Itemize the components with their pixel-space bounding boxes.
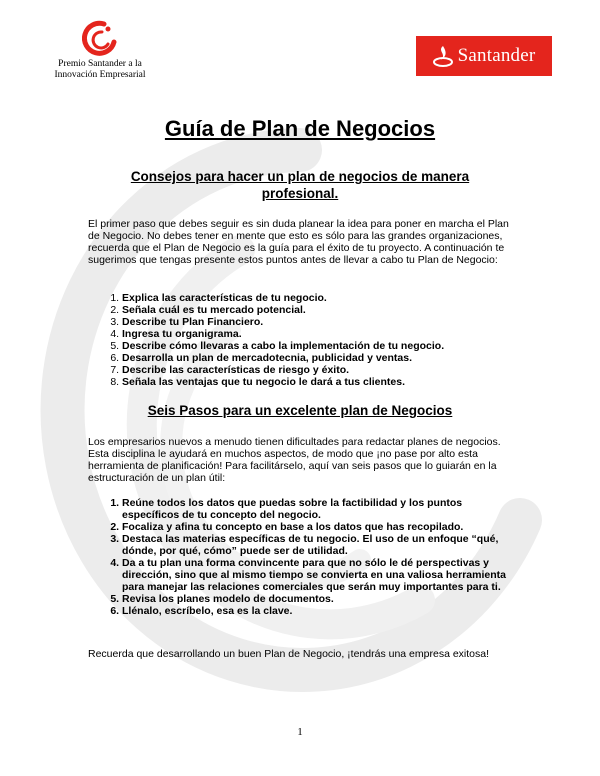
list-item: 8. Señala las ventajas que tu negocio le dará a tus clientes. xyxy=(122,376,542,388)
prize-logo xyxy=(40,20,160,90)
page-number: 1 xyxy=(297,726,303,738)
list-item: 3. Describe tu Plan Financiero. xyxy=(122,316,542,328)
santander-logo xyxy=(416,36,552,76)
list-item: 6. Llénalo, escríbelo, esa es la clave. xyxy=(122,605,522,617)
list-item: 1. Reúne todos los datos que puedas sobre la factibilidad y los puntos específicos de tu concepto del negocio. xyxy=(122,497,522,521)
santander-flame-icon xyxy=(433,45,453,67)
section-heading: Seis Pasos para un excelente plan de Negocios xyxy=(147,403,453,418)
intro-paragraph: El primer paso que debes seguir es sin duda planear la idea para poner en marcha el Plan de Negocio. No debes tener en mente que esto es sólo para las grandes organizaciones, recuerda que el Plan de Negocio es la guía para el éxito de tu proyecto. A continuación te sugerimos que tengas presente estos puntos antes de llevar a cabo tu Plan de Negocio: xyxy=(88,218,509,266)
list-item: 2. Señala cuál es tu mercado potencial. xyxy=(122,304,542,316)
list-item: 4. Ingresa tu organigrama. xyxy=(122,328,542,340)
list-item: 6. Desarrolla un plan de mercadotecnia, publicidad y ventas. xyxy=(122,352,542,364)
section-intro-paragraph: Los empresarios nuevos a menudo tienen dificultades para redactar planes de negocios. Esta disciplina le ayudará en muchos aspectos, de modo que ¡no pase por alto esta herramienta de planificación! Para facilitárselo, aquí van seis pasos que lo guiarán en la estructuración de un plan útil: xyxy=(88,436,501,484)
list-item: 2. Focaliza y afina tu concepto en base a los datos que has recopilado. xyxy=(122,521,522,533)
prize-line-2: Innovación Empresarial xyxy=(54,70,146,80)
list-item: 5. Describe cómo llevaras a cabo la implementación de tu negocio. xyxy=(122,340,542,352)
list-item: 4. Da a tu plan una forma convincente para que no sólo le dé perspectivas y dirección, sino que al mismo tiempo se convierta en una valiosa herramienta para manejar las relaciones comerciales que serán muy importantes para ti. xyxy=(122,557,522,593)
steps-list xyxy=(105,292,542,388)
prize-line-1: Premio Santander a la xyxy=(58,59,142,69)
document-subtitle: Consejos para hacer un plan de negocios de manera profesional. xyxy=(130,169,470,201)
list-item: 3. Destaca las materias específicas de tu negocio. El uso de un enfoque “qué, dónde, por qué, cómo” puede ser de utilidad. xyxy=(122,533,522,557)
closing-paragraph: Recuerda que desarrollando un buen Plan de Negocio, ¡tendrás una empresa exitosa! xyxy=(88,648,490,660)
red-swirl-logo-icon xyxy=(82,20,118,58)
brand-name: Santander xyxy=(457,45,536,66)
six-steps-list xyxy=(105,497,522,617)
list-item: 7. Describe las características de riesgo y éxito. xyxy=(122,364,542,376)
list-item: 1. Explica las características de tu negocio. xyxy=(122,292,542,304)
document-title: Guía de Plan de Negocios xyxy=(164,116,436,141)
list-item: 5. Revisa los planes modelo de documentos. xyxy=(122,593,522,605)
